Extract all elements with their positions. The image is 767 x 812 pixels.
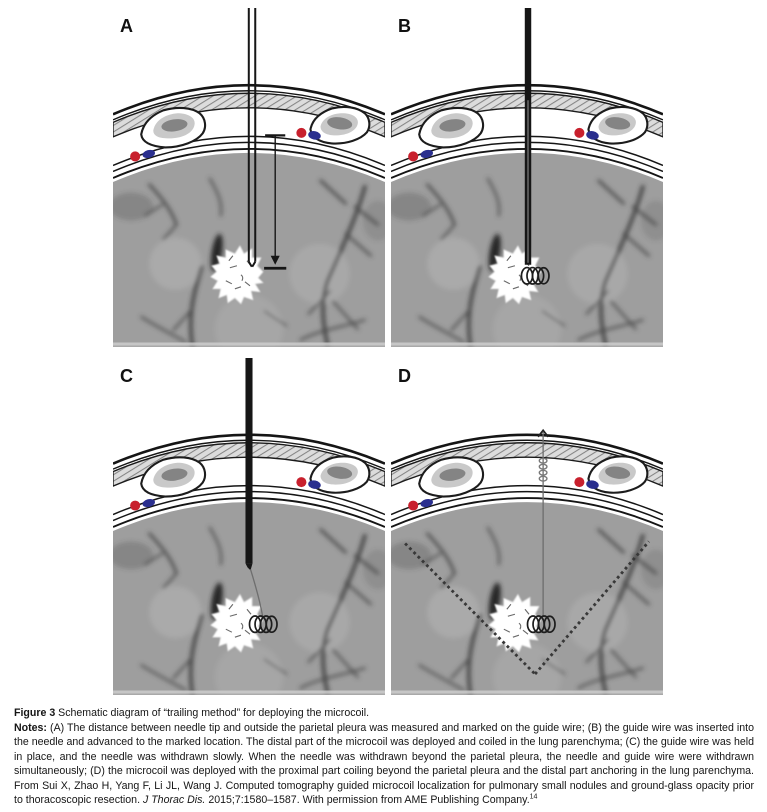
panel-b [391,8,663,347]
panel-d [391,358,663,695]
panel-c [113,358,385,695]
panel-a-figure [113,8,385,347]
needle-withdrawing [245,358,252,570]
panel-d-label: D [398,366,411,386]
notes-label: Notes: [14,721,47,734]
figure-notes [14,721,754,808]
panel-c-figure [113,358,385,695]
panel-b-figure [391,8,663,347]
needle-with-guide-wire [525,8,531,265]
reference-number: 14 [529,793,538,801]
figure-title-text: Schematic diagram of “trailing method” for deploying the microcoil. [55,707,370,719]
figure-title-line [14,706,754,721]
panel-a-label: A [120,16,133,36]
panel-b-label: B [398,16,411,36]
figure-number: Figure 3 [14,707,56,719]
figure-caption [14,706,754,808]
notes-text: (A) The distance between needle tip and outside the parietal pleura was measured and marked on the guide wire; (B) the guide wire was inserted into the needle and advanced to the marked location. The distal part of the microcoil was deployed and coiled in the lung parenchyma; (C) the guide wire was held in place, and the needle was withdrawn slowly. When the needle was withdrawn beyond the parietal pleura, the needle and guide wire were withdrawn simultaneously; (D) the microcoil was deployed with the proximal part coiling beyond the parietal pleura and the distal part anchoring in the lung parenchyma. From Sui X, Zhao H, Yang F, Li JL, Wang J. Computed tomography guided microcoil localization for pulmonary small nodules and ground-glass opacity prior to thoracoscopic resection. [14,721,754,806]
panel-c-label: C [120,366,133,386]
citation-text: 2015;7:1580–1587. With permission from AME Publishing Company. [205,794,530,806]
panel-d-figure [391,358,663,695]
panel-a [113,8,385,347]
journal-name: J Thorac Dis. [142,794,206,806]
